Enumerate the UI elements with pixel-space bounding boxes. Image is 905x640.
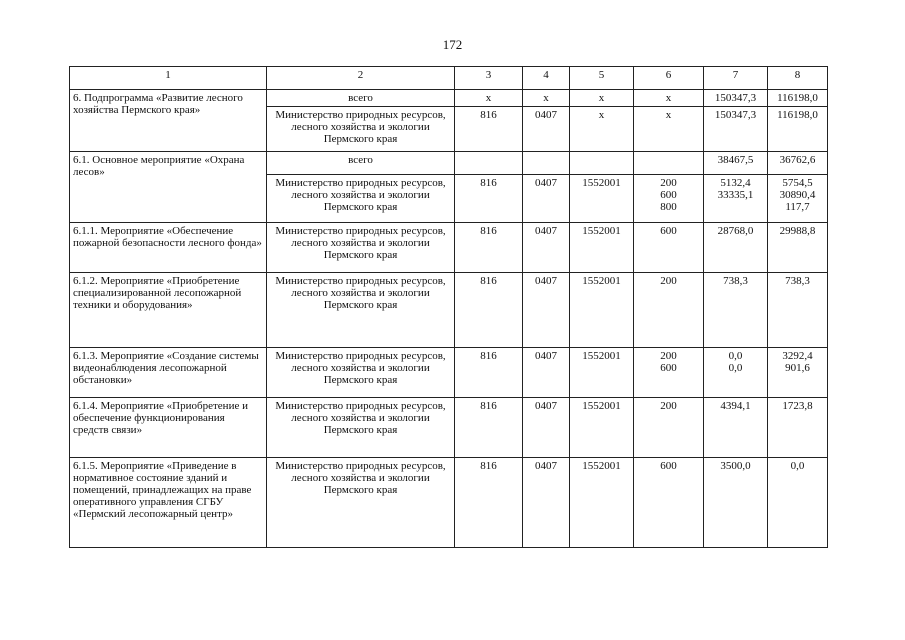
recipient-cell: Министерство природных ресурсов, лесного хозяйства и экологии Пермского края (267, 398, 455, 458)
cell-value: 4394,1 (720, 400, 751, 412)
section-cell: x (523, 90, 570, 107)
code-cell (455, 152, 523, 175)
section-cell: 0407 (523, 348, 570, 398)
recipient-cell: Министерство природных ресурсов, лесного хозяйства и экологии Пермского края (267, 458, 455, 548)
amount-col7-cell (704, 175, 768, 223)
cell-value: 3500,0 (720, 460, 751, 472)
amount-col8-cell (768, 458, 828, 548)
code-cell: 816 (455, 458, 523, 548)
section-cell: 0407 (523, 107, 570, 152)
recipient-cell: всего (267, 90, 455, 107)
code-cell: 816 (455, 175, 523, 223)
cell-value: 5132,4 (720, 177, 751, 189)
code-cell: x (455, 90, 523, 107)
code-cell: 816 (455, 398, 523, 458)
recipient-cell: всего (267, 152, 455, 175)
header-row (70, 67, 828, 90)
expense-type-cell (634, 107, 704, 152)
cell-value: 116198,0 (777, 92, 818, 104)
activity-name-cell: 6. Подпрограмма «Развитие лесного хозяйства Пермского края» (70, 90, 267, 152)
target-article-cell: x (570, 107, 634, 152)
table-row (70, 273, 828, 348)
cell-value: 38467,5 (717, 154, 754, 166)
cell-value: 738,3 (785, 275, 810, 287)
cell-value: 29988,8 (779, 225, 816, 237)
amount-col8-cell (768, 152, 828, 175)
recipient-cell: Министерство природных ресурсов, лесного хозяйства и экологии Пермского края (267, 175, 455, 223)
cell-value: 600 (660, 362, 677, 374)
expense-type-cell (634, 398, 704, 458)
amount-col7-cell (704, 273, 768, 348)
table-row (70, 152, 828, 175)
code-cell: 816 (455, 348, 523, 398)
section-cell: 0407 (523, 273, 570, 348)
cell-value: x (665, 109, 672, 121)
cell-value: 200 (660, 177, 677, 189)
amount-col8-cell (768, 398, 828, 458)
header-cell: 1 (70, 67, 267, 90)
target-article-cell: 1552001 (570, 175, 634, 223)
activity-name-cell: 6.1. Основное мероприятие «Охрана лесов» (70, 152, 267, 223)
header-cell: 3 (455, 67, 523, 90)
amount-col8-cell (768, 348, 828, 398)
code-cell: 816 (455, 273, 523, 348)
cell-value: 117,7 (785, 201, 810, 213)
table-row (70, 348, 828, 398)
activity-name-cell: 6.1.4. Мероприятие «Приобретение и обеспечение функционирования средств связи» (70, 398, 267, 458)
expense-type-cell (634, 458, 704, 548)
table-row (70, 90, 828, 107)
code-cell: 816 (455, 107, 523, 152)
cell-value: 5754,5 (782, 177, 813, 189)
cell-value: 3292,4 (782, 350, 813, 362)
expense-type-cell (634, 348, 704, 398)
section-cell: 0407 (523, 223, 570, 273)
section-cell: 0407 (523, 175, 570, 223)
target-article-cell: 1552001 (570, 458, 634, 548)
cell-value: 800 (660, 201, 677, 213)
amount-col7-cell (704, 90, 768, 107)
header-cell: 8 (768, 67, 828, 90)
amount-col7-cell (704, 152, 768, 175)
amount-col8-cell (768, 90, 828, 107)
expense-type-cell (634, 273, 704, 348)
target-article-cell: 1552001 (570, 273, 634, 348)
budget-table (69, 66, 828, 548)
amount-col8-cell (768, 175, 828, 223)
table-body (70, 67, 828, 548)
table-row (70, 458, 828, 548)
expense-type-cell (634, 223, 704, 273)
header-cell: 6 (634, 67, 704, 90)
amount-col7-cell (704, 107, 768, 152)
header-cell: 7 (704, 67, 768, 90)
table-row (70, 398, 828, 458)
header-cell: 4 (523, 67, 570, 90)
section-cell: 0407 (523, 458, 570, 548)
cell-value: 200 (660, 275, 677, 287)
amount-col8-cell (768, 273, 828, 348)
target-article-cell: 1552001 (570, 348, 634, 398)
cell-value: 36762,6 (779, 154, 816, 166)
cell-value: 0,0 (728, 350, 743, 362)
recipient-cell: Министерство природных ресурсов, лесного хозяйства и экологии Пермского края (267, 273, 455, 348)
amount-col7-cell (704, 398, 768, 458)
cell-value: 30890,4 (779, 189, 816, 201)
table-row (70, 223, 828, 273)
target-article-cell (570, 152, 634, 175)
activity-name-cell: 6.1.5. Мероприятие «Приведение в нормативное состояние зданий и помещений, принадлежащих на праве оперативного управления СГБУ «Пермский лесопожарный центр» (70, 458, 267, 548)
code-cell: 816 (455, 223, 523, 273)
cell-value: 28768,0 (717, 225, 754, 237)
recipient-cell: Министерство природных ресурсов, лесного хозяйства и экологии Пермского края (267, 348, 455, 398)
recipient-cell: Министерство природных ресурсов, лесного хозяйства и экологии Пермского края (267, 223, 455, 273)
amount-col8-cell (768, 223, 828, 273)
cell-value: 1723,8 (782, 400, 813, 412)
target-article-cell: x (570, 90, 634, 107)
amount-col7-cell (704, 223, 768, 273)
amount-col7-cell (704, 458, 768, 548)
cell-value: 600 (660, 189, 677, 201)
cell-value: 200 (660, 400, 677, 412)
cell-value: 200 (660, 350, 677, 362)
cell-value: 600 (660, 460, 677, 472)
cell-value: 600 (660, 225, 677, 237)
section-cell: 0407 (523, 398, 570, 458)
cell-value: 738,3 (723, 275, 748, 287)
activity-name-cell: 6.1.3. Мероприятие «Создание системы видеонаблюдения лесопожарной обстановки» (70, 348, 267, 398)
expense-type-cell (634, 152, 704, 175)
amount-col7-cell (704, 348, 768, 398)
cell-value: 150347,3 (714, 109, 757, 121)
target-article-cell: 1552001 (570, 398, 634, 458)
expense-type-cell (634, 175, 704, 223)
cell-value: 150347,3 (714, 92, 757, 104)
activity-name-cell: 6.1.2. Мероприятие «Приобретение специализированной лесопожарной техники и оборудования» (70, 273, 267, 348)
cell-value: 33335,1 (717, 189, 754, 201)
cell-value: x (665, 92, 672, 104)
header-cell: 5 (570, 67, 634, 90)
cell-value: 116198,0 (777, 109, 818, 121)
cell-value: 0,0 (790, 460, 805, 472)
expense-type-cell (634, 90, 704, 107)
activity-name-cell: 6.1.1. Мероприятие «Обеспечение пожарной безопасности лесного фонда» (70, 223, 267, 273)
cell-value: 901,6 (785, 362, 810, 374)
section-cell (523, 152, 570, 175)
page-number: 172 (442, 37, 463, 52)
cell-value: 0,0 (728, 362, 743, 374)
amount-col8-cell (768, 107, 828, 152)
recipient-cell: Министерство природных ресурсов, лесного хозяйства и экологии Пермского края (267, 107, 455, 152)
header-cell: 2 (267, 67, 455, 90)
target-article-cell: 1552001 (570, 223, 634, 273)
